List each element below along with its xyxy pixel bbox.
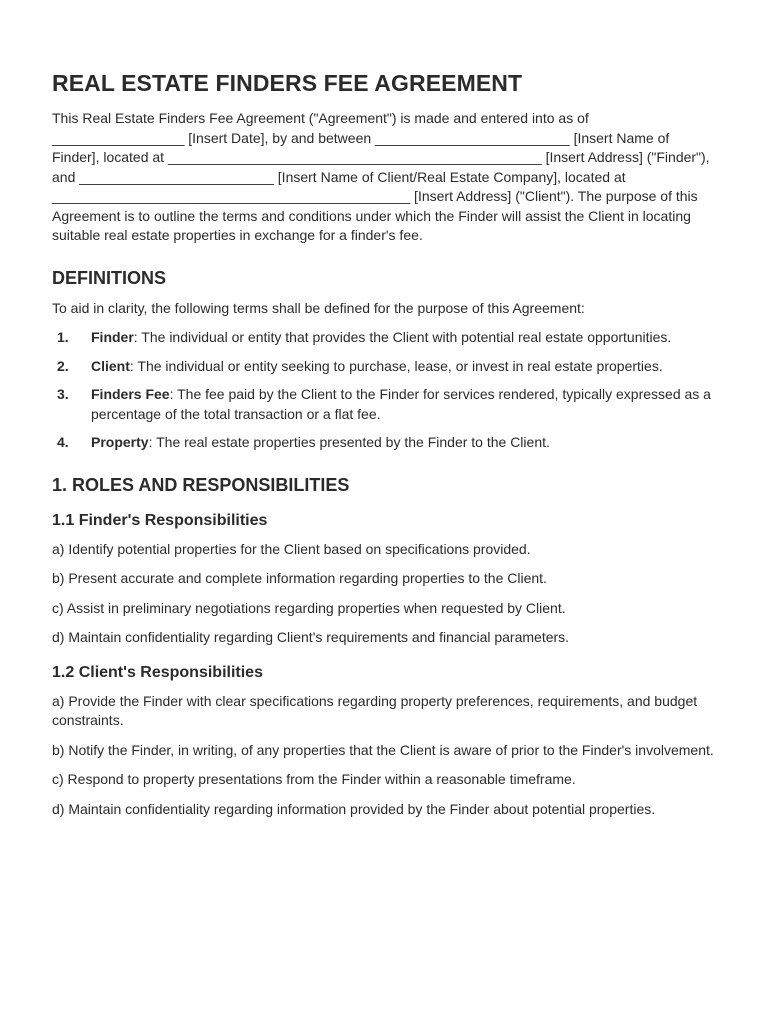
definition-number: 2.	[57, 357, 69, 374]
definition-term: Finders Fee	[91, 386, 170, 402]
client-responsibility-item: c) Respond to property presentations from the Finder within a reasonable timeframe.	[52, 771, 576, 787]
document-title: REAL ESTATE FINDERS FEE AGREEMENT	[52, 70, 523, 96]
definition-number: 4.	[57, 434, 69, 450]
definition-term: Finder	[91, 329, 134, 345]
definition-number: 3.	[57, 386, 69, 402]
definitions-heading: DEFINITIONS	[52, 267, 167, 288]
definitions-list	[52, 328, 718, 453]
roles-heading: 1. ROLES AND RESPONSIBILITIES	[52, 474, 350, 495]
definition-number: 1.	[57, 329, 69, 345]
definitions-lead: To aid in clarity, the following terms shall be defined for the purpose of this Agreement:	[52, 299, 585, 316]
definition-item	[52, 433, 718, 453]
intro-paragraph: This Real Estate Finders Fee Agreement ("Agreement") is made and entered into as of _________________ [Insert Date], by and between _________________________ [Insert Name of Finder], located at ________________________________________________ [Insert Address] ("Finder"), and _________________________ [Insert Name of Client/Real Estate Company], located at ______________________________________________ [Insert Address] ("Client"). The purpose of this Agreement is to outline the terms and conditions under which the Finder will assist the Client in locating suitable real estate properties in exchange for a finder's fee.	[52, 110, 710, 243]
definition-term: Property	[91, 434, 149, 450]
client-responsibility-item: d) Maintain confidentiality regarding information provided by the Finder about potential properties.	[52, 800, 656, 817]
client-responsibility-item: b) Notify the Finder, in writing, of any properties that the Client is aware of prior to the Finder's involvement.	[52, 741, 714, 758]
definition-desc: : The individual or entity that provides the Client with potential real estate opportunities.	[133, 329, 672, 345]
finder-responsibility-item: d) Maintain confidentiality regarding Client's requirements and financial parameters.	[52, 629, 570, 645]
client-responsibility-item: a) Provide the Finder with clear specifications regarding property preferences, requirements, and budget constraints.	[52, 692, 698, 728]
finder-responsibility-item: b) Present accurate and complete information regarding properties to the Client.	[52, 570, 547, 586]
definition-desc: : The fee paid by the Client to the Finder for services rendered, typically expressed as a percentage of the total transaction or a flat fee.	[91, 386, 711, 422]
definition-item	[52, 328, 718, 348]
definition-desc: : The individual or entity seeking to purchase, lease, or invest in real estate properties.	[129, 357, 663, 374]
definition-item	[52, 357, 718, 377]
definition-item	[52, 385, 718, 424]
definition-desc: : The real estate properties presented by the Finder to the Client.	[148, 434, 550, 450]
finder-responsibilities-heading: 1.1 Finder's Responsibilities	[52, 511, 268, 529]
client-responsibilities-heading: 1.2 Client's Responsibilities	[52, 663, 263, 681]
finder-responsibility-item: c) Assist in preliminary negotiations regarding properties when requested by Client.	[52, 599, 566, 616]
definition-term: Client	[91, 357, 130, 374]
finder-responsibility-item: a) Identify potential properties for the Client based on specifications provided.	[52, 540, 531, 557]
